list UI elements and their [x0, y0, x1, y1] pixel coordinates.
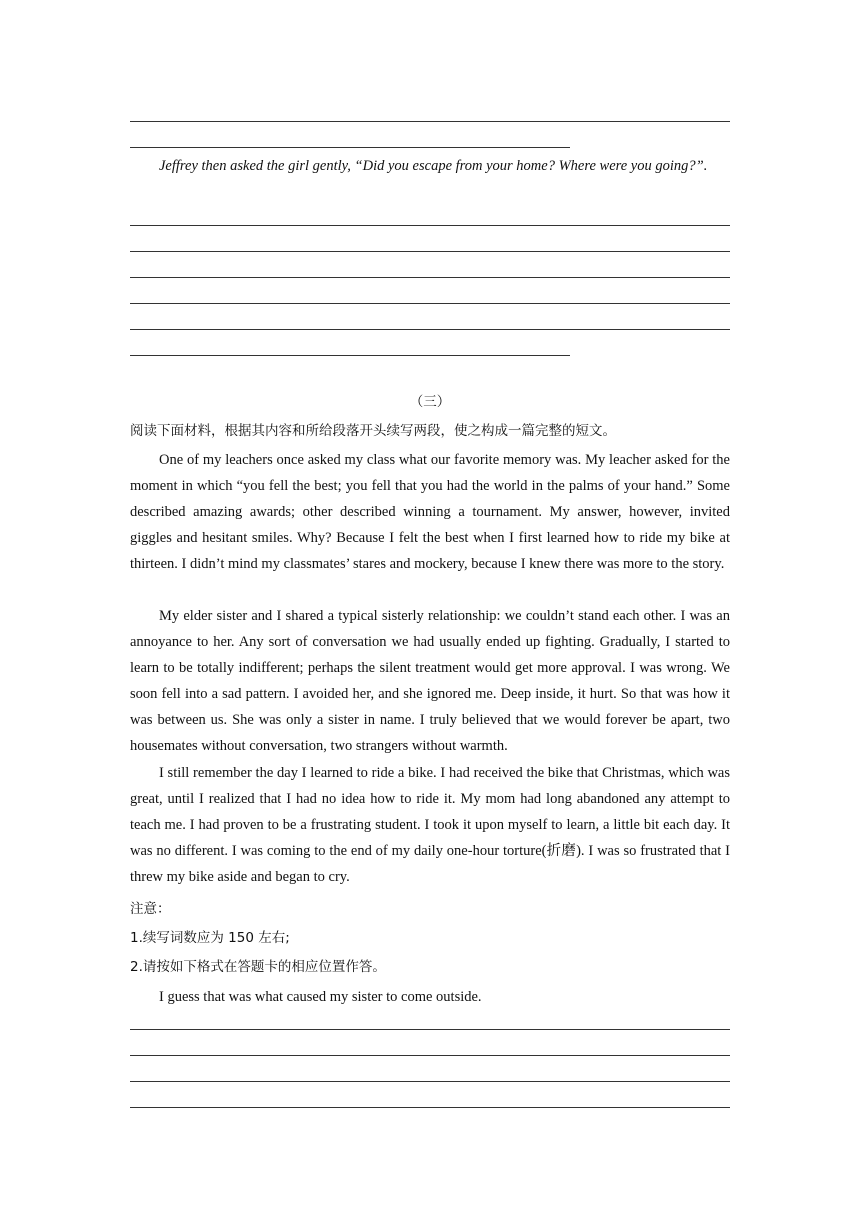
- continuation-prompt-3: I guess that was what caused my sister to come outside.: [159, 989, 482, 1005]
- section-heading: （三）: [409, 394, 451, 410]
- answer-line: [130, 329, 730, 330]
- answer-line: [130, 147, 570, 148]
- answer-line: [130, 225, 730, 226]
- note-word-count: 1.续写词数应为 150 左右;: [130, 930, 290, 946]
- section-instructions: 阅读下面材料，根据其内容和所给段落开头续写两段，使之构成一篇完整的短文。: [130, 423, 616, 439]
- answer-line: [130, 303, 730, 304]
- answer-sheet-page: [130, 0, 730, 1216]
- continuation-prompt-2: Jeffrey then asked the girl gently, “Did you escape from your home? Where were you going?”.: [159, 158, 708, 174]
- note-format: 2.请按如下格式在答题卡的相应位置作答。: [130, 959, 386, 975]
- note-label: 注意：: [130, 901, 171, 917]
- story-paragraph-2: My elder sister and I shared a typical sisterly relationship: we couldn’t stand each other. I was an annoyance to her. Any sort of conversation we had usually ended up fighting. Gradually, I started to learn to be totally indifferent; perhaps the silent treatment would get more approval. I was wrong. We soon fell into a sad pattern. I avoided her, and she ignored me. Deep inside, it hurt. So that was how it was between us. She was only a sister in name. I truly believed that we would forever be apart, two housemates without conversation, two strangers without warmth.: [130, 608, 730, 754]
- story-paragraph-1: One of my leachers once asked my class what our favorite memory was. My leacher asked for the moment in which “you fell the best; you fell that you had the world in the palms of your hand.” Some described amazing awards; other described winning a tournament. My answer, however, invited giggles and hesitant smiles. Why? Because I felt the best when I first learned how to ride my bike at thirteen. I didn’t mind my classmates’ stares and mockery, because I knew there was more to the story.: [130, 452, 730, 572]
- answer-line: [130, 121, 730, 122]
- answer-line: [130, 1029, 730, 1030]
- answer-line: [130, 251, 730, 252]
- answer-line: [130, 1107, 730, 1108]
- answer-line: [130, 277, 730, 278]
- answer-line: [130, 1081, 730, 1082]
- answer-line: [130, 1055, 730, 1056]
- answer-line: [130, 355, 570, 356]
- story-paragraph-3: I still remember the day I learned to ride a bike. I had received the bike that Christmas, which was great, until I realized that I had no idea how to ride it. My mom had long abandoned any attempt to teach me. I had proven to be a frustrating student. I took it upon myself to learn, a little bit each day. It was no different. I was coming to the end of my daily one-hour torture(折磨). I was so frustrated that I threw my bike aside and began to cry.: [130, 765, 730, 885]
